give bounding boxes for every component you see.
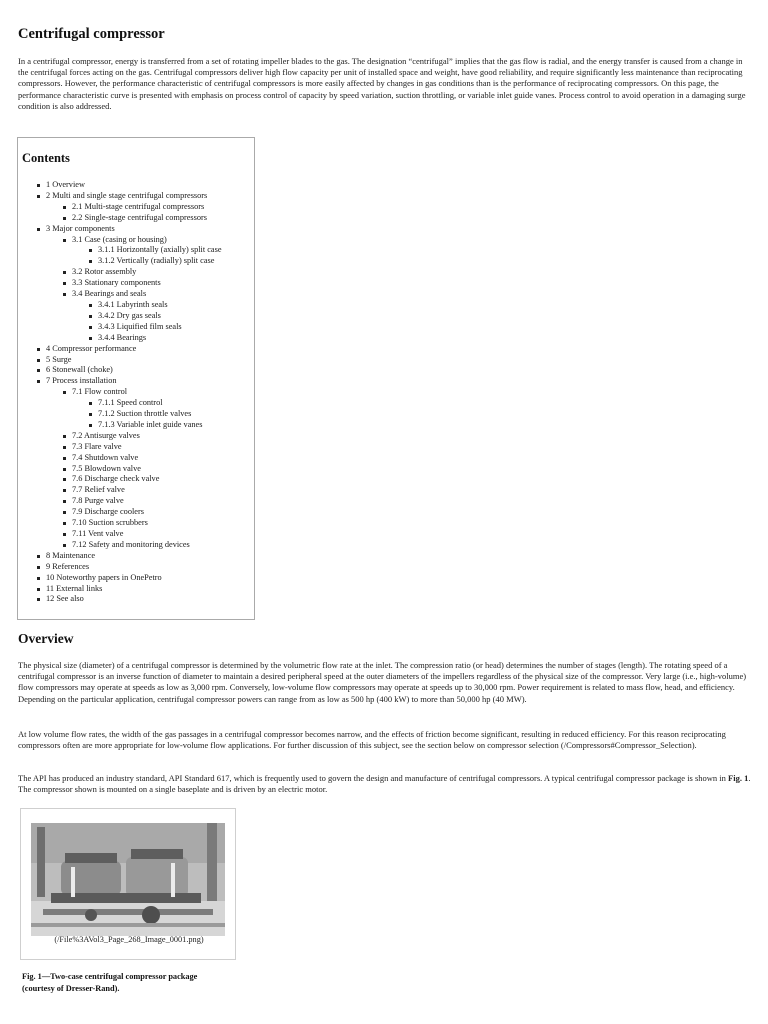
toc-item[interactable]: 7.2 Antisurge valves bbox=[18, 431, 222, 442]
toc-item[interactable]: 7.11 Vent valve bbox=[18, 529, 222, 540]
toc-item[interactable]: 3.1.1 Horizontally (axially) split case bbox=[18, 245, 222, 256]
toc-item[interactable]: 7.4 Shutdown valve bbox=[18, 453, 222, 464]
figure-thumbnail[interactable] bbox=[20, 808, 236, 960]
p3-text-after: . The compressor shown is mounted on a single baseplate and is driven by an electric motor. bbox=[18, 773, 751, 795]
toc-item[interactable]: 7.1.3 Variable inlet guide vanes bbox=[18, 420, 222, 431]
toc-item[interactable]: 7.10 Suction scrubbers bbox=[18, 518, 222, 529]
toc-item[interactable]: 7.9 Discharge coolers bbox=[18, 507, 222, 518]
toc-item[interactable]: 7.1.2 Suction throttle valves bbox=[18, 409, 222, 420]
page-title: Centrifugal compressor bbox=[18, 26, 165, 42]
toc-item[interactable]: 7.1 Flow control bbox=[18, 387, 222, 398]
toc-item[interactable]: 6 Stonewall (choke) bbox=[18, 365, 222, 376]
overview-heading: Overview bbox=[18, 631, 74, 646]
toc-item[interactable]: 8 Maintenance bbox=[18, 551, 222, 562]
toc-item[interactable]: 7 Process installation bbox=[18, 376, 222, 387]
toc-item[interactable]: 2 Multi and single stage centrifugal compressors bbox=[18, 191, 222, 202]
overview-paragraph-2: At low volume flow rates, the width of the gas passages in a centrifugal compressor becomes narrow, and the effects of friction become significant, resulting in reduced efficiency. For this reason reciprocating compressors often are more appropriate for low-volume flow applications. For further discussion of this subject, see the section below on compressor selection (/Compressors#Compressor_Selection). bbox=[18, 729, 726, 751]
figure-link[interactable]: (/File%3AVol3_Page_268_Image_0001.png) bbox=[54, 935, 204, 944]
toc-item[interactable]: 3.4.1 Labyrinth seals bbox=[18, 300, 222, 311]
toc-item[interactable]: 3.2 Rotor assembly bbox=[18, 267, 222, 278]
toc-item[interactable]: 4 Compressor performance bbox=[18, 344, 222, 355]
toc-item[interactable]: 9 References bbox=[18, 562, 222, 573]
toc-item[interactable]: 7.3 Flare valve bbox=[18, 442, 222, 453]
toc-item[interactable]: 7.7 Relief valve bbox=[18, 485, 222, 496]
toc-item[interactable]: 5 Surge bbox=[18, 355, 222, 366]
toc-item[interactable]: 2.2 Single-stage centrifugal compressors bbox=[18, 213, 222, 224]
toc-item[interactable]: 3.4 Bearings and seals bbox=[18, 289, 222, 300]
toc-item[interactable]: 1 Overview bbox=[18, 180, 222, 191]
toc-list bbox=[18, 180, 222, 605]
toc-item[interactable]: 3.4.2 Dry gas seals bbox=[18, 311, 222, 322]
toc-item[interactable]: 12 See also bbox=[18, 594, 222, 605]
toc-item[interactable]: 7.12 Safety and monitoring devices bbox=[18, 540, 222, 551]
toc-item[interactable]: 7.6 Discharge check valve bbox=[18, 474, 222, 485]
p3-text-before: The API has produced an industry standard, API Standard 617, which is frequently used to govern the design and manufacture of centrifugal compressors. A typical centrifugal compressor package is shown in bbox=[18, 773, 729, 783]
toc-item[interactable]: 3.3 Stationary components bbox=[18, 278, 222, 289]
toc-item[interactable]: 7.5 Blowdown valve bbox=[18, 464, 222, 475]
toc-title: Contents bbox=[22, 151, 70, 165]
fig-reference[interactable]: Fig. 1 bbox=[728, 773, 749, 783]
toc-item[interactable]: 11 External links bbox=[18, 584, 222, 595]
toc-item[interactable]: 3 Major components bbox=[18, 224, 222, 235]
intro-paragraph: In a centrifugal compressor, energy is transferred from a set of rotating impeller blades to the gas. The designation “centrifugal” implies that the gas flow is radial, and the energy transfer is caused from a change in the centrifugal forces acting on the gas. Centrifugal compressors deliver high flow capacity per unit of installed space and weight, have good reliability, and require significantly less maintenance than reciprocating compressors. However, the performance characteristic of centrifugal compressors is more easily affected by changes in gas conditions than is the performance of reciprocating compressors. On this page, the performance characteristic curve is presented with emphasis on process control of capacity by speed variation, suction throttling, or variable inlet guide vanes. Process control to avoid operation in a damaging surge condition is also addressed. bbox=[18, 56, 746, 111]
figure-caption: Fig. 1—Two-case centrifugal compressor package (courtesy of Dresser-Rand). bbox=[22, 972, 198, 993]
toc-item[interactable]: 3.4.4 Bearings bbox=[18, 333, 222, 344]
toc-item[interactable]: 3.1 Case (casing or housing) bbox=[18, 235, 222, 246]
toc-item[interactable]: 2.1 Multi-stage centrifugal compressors bbox=[18, 202, 222, 213]
compressor-photo[interactable] bbox=[31, 823, 225, 936]
toc-item[interactable]: 3.1.2 Vertically (radially) split case bbox=[18, 256, 222, 267]
toc-item[interactable]: 10 Noteworthy papers in OnePetro bbox=[18, 573, 222, 584]
toc-item[interactable]: 7.8 Purge valve bbox=[18, 496, 222, 507]
toc-item[interactable]: 3.4.3 Liquified film seals bbox=[18, 322, 222, 333]
overview-paragraph-1: The physical size (diameter) of a centrifugal compressor is determined by the volumetric flow rate at the inlet. The compression ratio (or head) determines the number of stages (length). The rotating speed of a centrifugal compressor is an inverse function of diameter to maintain a desired peripheral speed at the outer diameters of the impellers regardless of the physical size of the compressor. Very large (i.e., high-volume) flow compressors may operate at speeds as low as 3,000 rpm. Conversely, low-volume flow compressors may operate at speeds up to 30,000 rpm. Power requirement is related to mass flow, head, and efficiency. Depending on the particular application, centrifugal compressor powers can range from as low as 500 hp (400 kW) to more than 50,000 hp (40 MW). bbox=[18, 660, 747, 704]
toc-item[interactable]: 7.1.1 Speed control bbox=[18, 398, 222, 409]
table-of-contents bbox=[17, 137, 255, 620]
overview-paragraph-3 bbox=[18, 773, 752, 795]
